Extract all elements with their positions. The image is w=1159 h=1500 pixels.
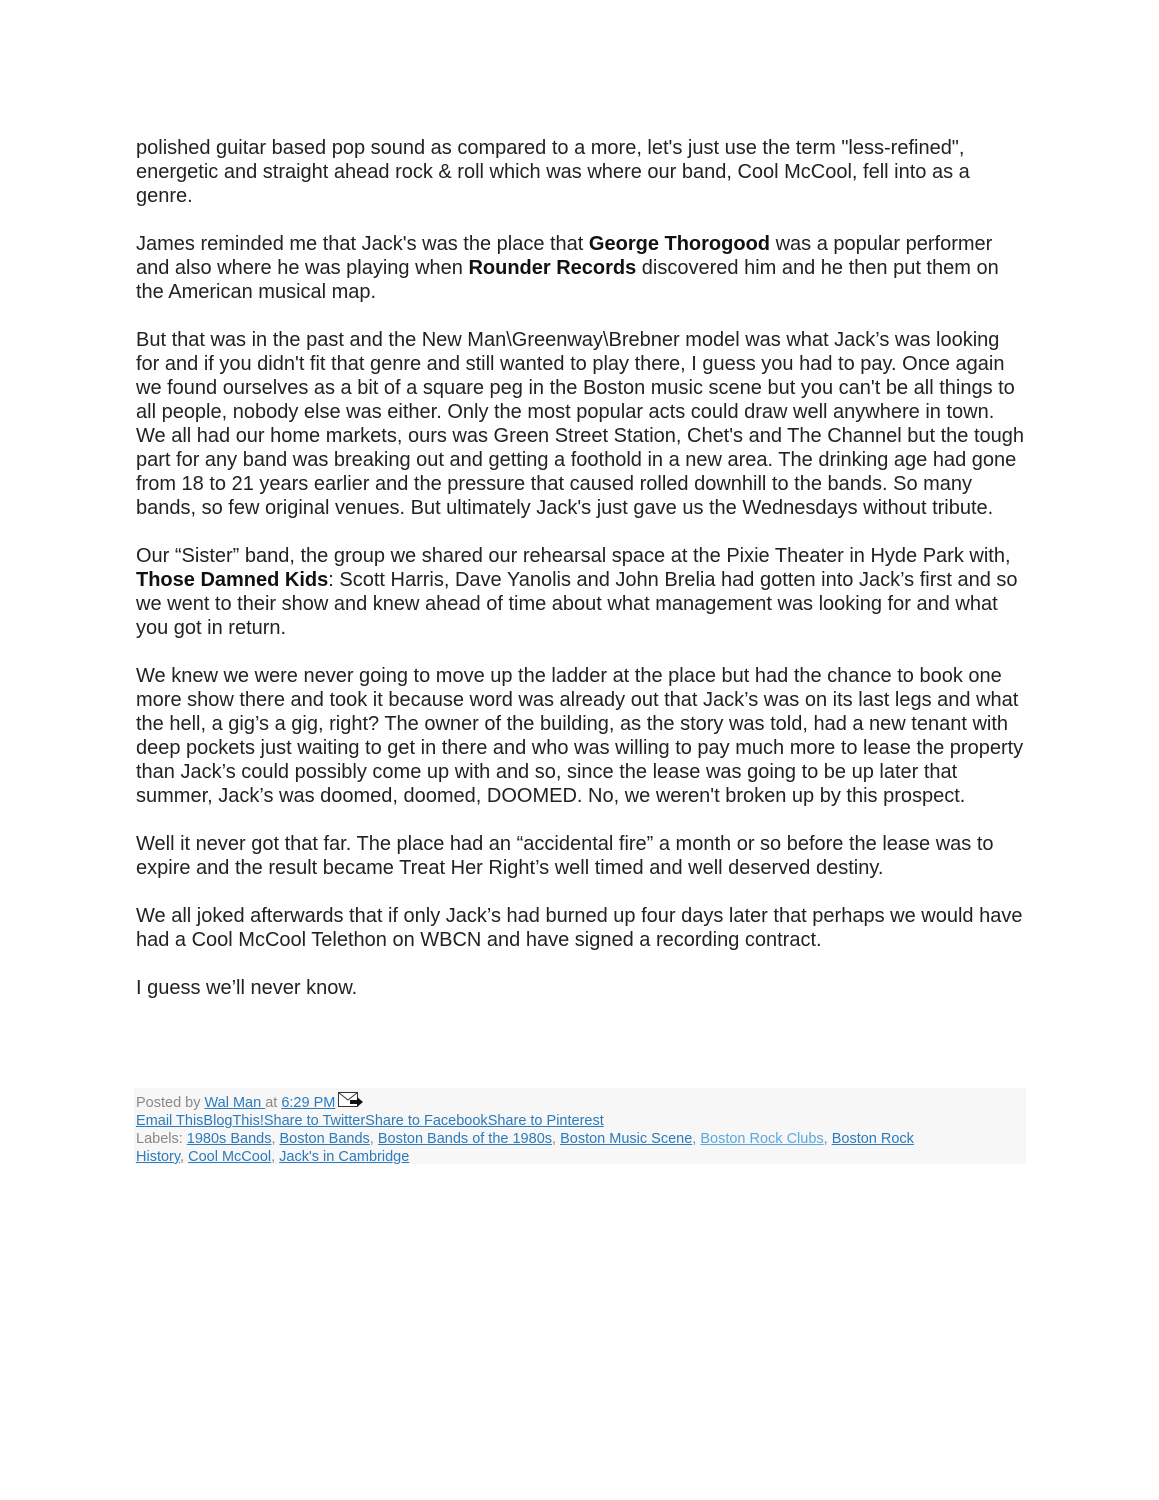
at-text: at [265,1095,282,1111]
paragraph-text: discovered him and he then put them on the American musical map. [136,257,999,303]
timestamp-link[interactable]: 6:29 PM [281,1095,336,1111]
share-facebook-button[interactable]: Share to Facebook [365,1113,488,1129]
labels-prefix: Labels: [136,1131,187,1147]
label-link[interactable]: Boston Music Scene [560,1131,693,1147]
bold-name: George Thorogood [588,233,771,255]
post-labels: Labels: 1980s Bands, Boston Bands, Boston Bands of the 1980s, Boston Music Scene, Boston Rock Clubs, Boston Rock [136,1131,914,1147]
post-body [136,136,1028,1024]
paragraph-text: James reminded me that Jack's was the place that [136,233,589,255]
label-link[interactable]: 1980s Bands [186,1131,272,1147]
paragraph-text: was a popular performer and also where he was playing when [136,233,993,279]
paragraph-text: Our “Sister” band, the group we shared our rehearsal space at the Pixie Theater in Hyde Park with, [136,545,1011,567]
post-paragraph [136,232,1028,304]
paragraph-text: We knew we were never going to move up the ladder at the place but had the chance to book one more show there and took it because word was already out that Jack’s was on its last legs and what the hell, a gig’s a gig, right? The owner of the building, as the story was told, had a new tenant with deep pockets just waiting to get in there and who was willing to pay much more to lease the property than Jack’s could possibly come up with and so, since the lease was going to be up later that summer, Jack’s was doomed, doomed, DOOMED. No, we weren't broken up by this prospect. [136,665,1024,807]
post-paragraph [136,832,1028,880]
post-paragraph [136,328,1028,520]
email-post-icon[interactable] [338,1092,364,1109]
share-pinterest-button[interactable]: Share to Pinterest [487,1113,604,1129]
paragraph-text: We all joked afterwards that if only Jack’s had burned up four days later that perhaps we would have had a Cool McCool Telethon on WBCN and have signed a recording contract. [136,905,1023,951]
share-email-button[interactable]: Email This [136,1113,204,1129]
post-labels-continued: History, Cool McCool, Jack's in Cambridge [136,1149,410,1165]
paragraph-text: I guess we’ll never know. [136,977,358,999]
label-link[interactable]: Boston Bands of the 1980s [377,1131,553,1147]
post-paragraph [136,136,1028,208]
share-blogthis-button[interactable]: BlogThis! [203,1113,264,1129]
post-footer [134,1088,1026,1164]
label-link[interactable]: Boston Rock Clubs [700,1131,824,1147]
share-twitter-button[interactable]: Share to Twitter [263,1113,366,1129]
posted-by-text: Posted by [136,1095,205,1111]
author-link[interactable]: Wal Man [204,1095,266,1111]
post-paragraph [136,544,1028,640]
bold-name: Those Damned Kids [136,569,329,591]
label-link[interactable]: Jack's in Cambridge [279,1149,410,1165]
post-paragraph [136,976,1028,1000]
label-link[interactable]: Boston Rock [831,1131,914,1147]
bold-name: Rounder Records [468,257,637,279]
paragraph-text: But that was in the past and the New Man\Greenway\Brebner model was what Jack’s was looking for and if you didn't fit that genre and still wanted to play there, I guess you had to pay. Once again we found ourselves as a bit of a square peg in the Boston music scene but you can't be all things to all people, nobody else was either. Only the most popular acts could draw well anywhere in town. We all had our home markets, ours was Green Street Station, Chet's and The Channel but the tough part for any band was breaking out and getting a foothold in a new area. The drinking age had gone from 18 to 21 years earlier and the pressure that caused rolled downhill to the bands. So many bands, so few original venues. But ultimately Jack's just gave us the Wednesdays without tribute. [136,329,1025,519]
paragraph-text: polished guitar based pop sound as compared to a more, let's just use the term "less-refined", energetic and straight ahead rock & roll which was where our band, Cool McCool, fell into as a genre. [136,137,970,207]
paragraph-text: Well it never got that far. The place had an “accidental fire” a month or so before the lease was to expire and the result became Treat Her Right’s well timed and well deserved destiny. [136,833,994,879]
label-link[interactable]: Boston Bands [279,1131,370,1147]
share-buttons [134,1112,1026,1130]
paragraph-text: : Scott Harris, Dave Yanolis and John Brelia had gotten into Jack’s first and so we went to their show and knew ahead of time about what management was looking for and what you got in return. [136,569,1018,639]
label-link[interactable]: Cool McCool [188,1149,272,1165]
post-footer-line-1 [134,1092,1026,1112]
post-paragraph [136,664,1028,808]
label-link[interactable]: History [136,1149,181,1165]
post-paragraph [136,904,1028,952]
